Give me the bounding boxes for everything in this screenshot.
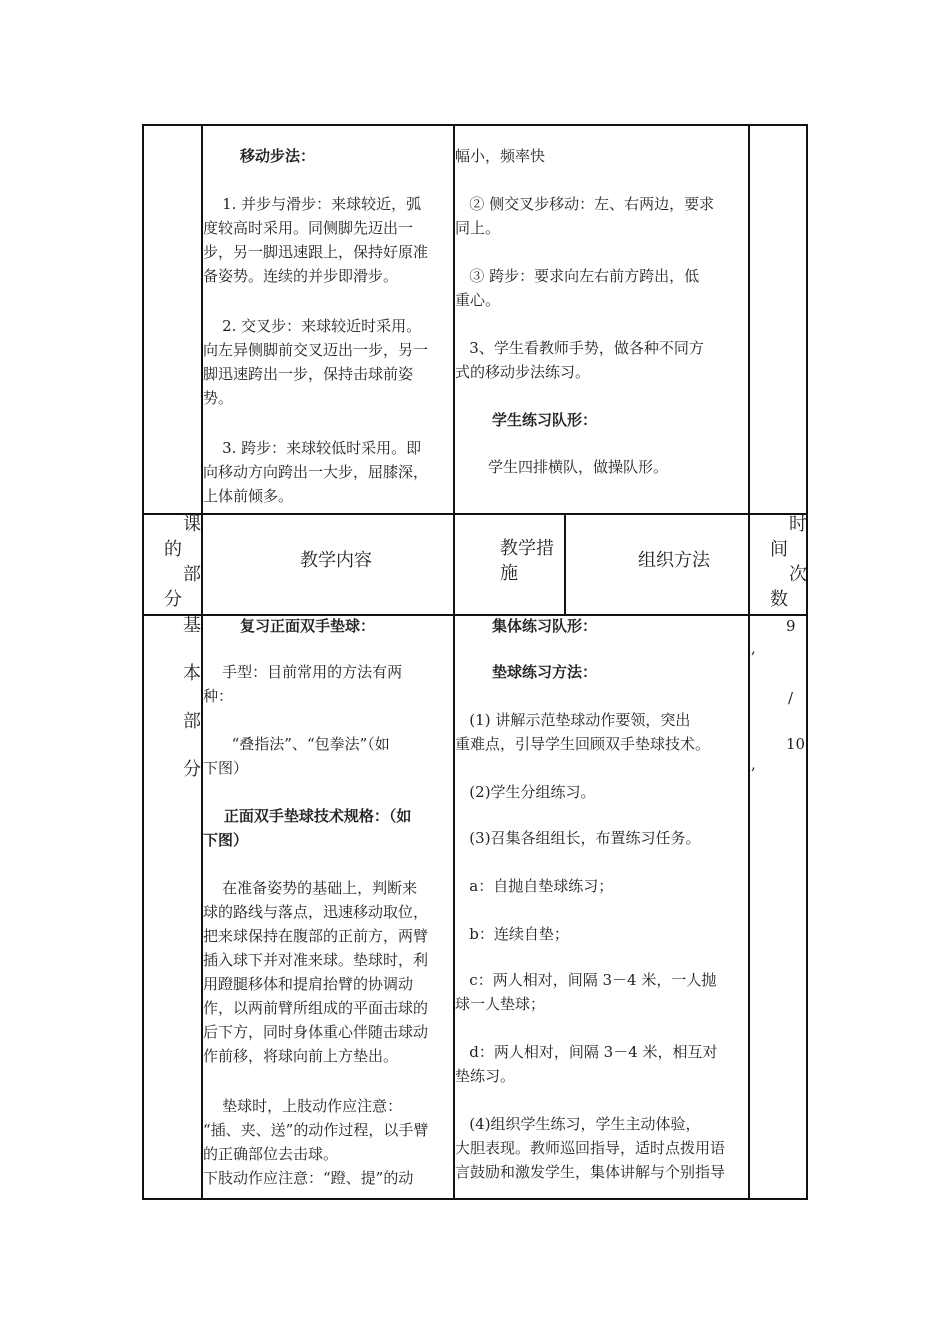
method-line: (3)召集各组组长，布置练习任务。	[455, 829, 701, 847]
header-part-char: 课	[183, 514, 201, 535]
col2-line: 备姿势。连续的并步即滑步。	[203, 267, 399, 285]
column-divider-4	[748, 124, 750, 1200]
header-part-char: 分	[164, 589, 182, 610]
method-line: (4)组织学生练习，学生主动体验，	[455, 1115, 701, 1133]
header-teaching-measures: 教学措	[500, 538, 554, 559]
time-comma: ,	[751, 755, 756, 773]
col2-line: 垫球时，上肢动作应注意：	[203, 1097, 403, 1115]
col3-line: ② 侧交叉步移动：左、右两边，要求	[455, 195, 715, 213]
table-border-right	[806, 124, 808, 1200]
spec-heading: 正面双手垫球技术规格：（如	[203, 807, 412, 825]
col2-line: 后下方，同时身体重心伴随击球动	[203, 1023, 429, 1041]
group-formation-title: 集体练习队形：	[492, 617, 598, 635]
col2-line: 作，以两前臂所组成的平面击球的	[203, 999, 429, 1017]
method-line: 言鼓励和激发学生，集体讲解与个别指导	[455, 1163, 726, 1181]
col2-line: 步，另一脚迅速跟上，保持好原准	[203, 243, 429, 261]
method-line: 大胆表现。教师巡回指导，适时点拨用语	[455, 1139, 726, 1157]
review-title: 复习正面双手垫球：	[240, 617, 376, 635]
table-border-bottom	[142, 1198, 808, 1200]
method-line: 球一人垫球；	[455, 995, 546, 1013]
header-time-char: 间	[770, 539, 788, 560]
method-line: c：两人相对，间隔 3－4 米，一人抛	[455, 971, 717, 989]
practice-method-title: 垫球练习方法：	[492, 663, 598, 681]
col3-line: 式的移动步法练习。	[455, 363, 591, 381]
col2-line: 在准备姿势的基础上，判断来	[203, 879, 418, 897]
col2-line: 上体前倾多。	[203, 487, 294, 505]
header-teaching-measures: 施	[500, 563, 518, 584]
time-comma: ,	[751, 639, 756, 657]
formation-text: 学生四排横队，做操队形。	[488, 458, 669, 476]
col2-line: 1. 并步与滑步：来球较近，弧	[203, 195, 422, 213]
col3-line: 幅小，频率快	[455, 147, 546, 165]
method-line: 重难点，引导学生回顾双手垫球技术。	[455, 735, 711, 753]
col2-line: 用蹬腿移体和提肩抬臂的协调动	[203, 975, 414, 993]
part-label-char: 分	[183, 759, 201, 780]
method-line: (2)学生分组练习。	[455, 783, 596, 801]
header-time-char: 时	[789, 514, 807, 535]
col2-line: 把来球保持在腹部的正前方，两臂	[203, 927, 429, 945]
header-time-char: 数	[770, 589, 788, 610]
table-border-top	[142, 124, 808, 126]
time-bottom: 10	[786, 735, 806, 753]
part-label-char: 基	[183, 615, 201, 636]
col2-line: 向左异侧脚前交叉迈出一步，另一	[203, 341, 429, 359]
col2-line: 的正确部位去击球。	[203, 1145, 339, 1163]
col2-line: 下肢动作应注意：“蹬、提”的动	[203, 1169, 414, 1187]
col2-line: “叠指法”、“包拳法”（如	[203, 735, 390, 753]
col2-line: 2. 交叉步：来球较近时采用。	[203, 317, 422, 335]
method-line: d：两人相对，间隔 3－4 米，相互对	[455, 1043, 718, 1061]
header-time-char: 次	[789, 564, 807, 585]
header-part-char: 部	[183, 564, 201, 585]
col2-line: 作前移，将球向前上方垫出。	[203, 1047, 399, 1065]
part-label-char: 本	[183, 663, 201, 684]
col2-line: 度较高时采用。同侧脚先迈出一	[203, 219, 414, 237]
col2-line: 向移动方向跨出一大步，屈膝深，	[203, 463, 429, 481]
formation-title: 学生练习队形：	[492, 411, 598, 429]
row-divider-header-top	[142, 513, 808, 515]
part-label-char: 部	[183, 711, 201, 732]
col2-line: 球的路线与落点，迅速移动取位，	[203, 903, 429, 921]
col2-line: 下图）	[203, 759, 249, 777]
column-divider-3	[564, 513, 566, 616]
time-top: 9	[786, 617, 796, 635]
col3-line: 同上。	[455, 219, 501, 237]
col2-line: 脚迅速跨出一步，保持击球前姿	[203, 365, 414, 383]
movement-steps-heading: 移动步法：	[240, 147, 316, 165]
col2-line: 种：	[203, 687, 234, 705]
col2-line: 手型：目前常用的方法有两	[203, 663, 403, 681]
header-teaching-content: 教学内容	[300, 550, 372, 571]
header-organization-method: 组织方法	[638, 550, 710, 571]
time-slash: /	[788, 689, 794, 707]
col3-line: ③ 跨步：要求向左右前方跨出，低	[455, 267, 700, 285]
col2-line: 势。	[203, 389, 234, 407]
method-line: (1) 讲解示范垫球动作要领，突出	[455, 711, 691, 729]
col3-line: 重心。	[455, 291, 501, 309]
spec-heading: 下图）	[203, 831, 249, 849]
method-line: a：自抛自垫球练习；	[455, 877, 614, 895]
col2-line: “插、夹、送”的动作过程，以手臂	[203, 1121, 429, 1139]
col2-line: 3. 跨步：来球较低时采用。即	[203, 439, 422, 457]
col3-line: 3、学生看教师手势，做各种不同方	[455, 339, 704, 357]
table-border-left	[142, 124, 144, 1200]
method-line: 垫练习。	[455, 1067, 516, 1085]
method-line: b：连续自垫；	[455, 925, 569, 943]
header-part-char: 的	[164, 539, 182, 560]
col2-line: 插入球下并对准来球。垫球时，利	[203, 951, 429, 969]
